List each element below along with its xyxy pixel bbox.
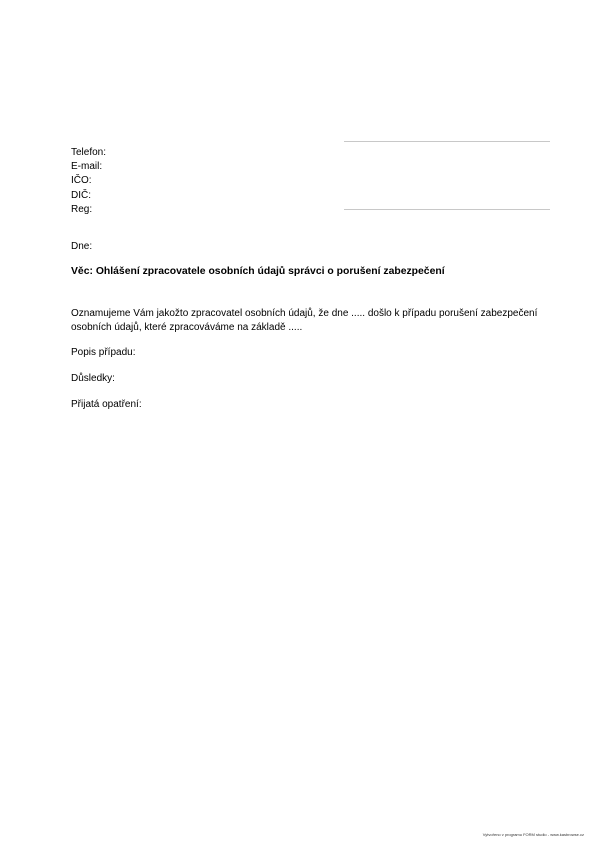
popis-pripadu-label: Popis případu: <box>71 347 136 358</box>
contact-block <box>71 146 106 217</box>
dusledky-label: Důsledky: <box>71 373 115 384</box>
ico-label: IČO: <box>71 175 92 187</box>
reg-label: Reg: <box>71 203 93 215</box>
telefon-label: Telefon: <box>71 147 107 158</box>
address-divider-top <box>344 141 550 142</box>
date-label: Dne: <box>71 241 93 252</box>
dic-label: DIČ: <box>71 189 91 201</box>
prijata-opatreni-label: Přijatá opatření: <box>71 399 142 410</box>
subject-heading: Věc: Ohlášení zpracovatele osobních údajů správci o porušení zabezpečení <box>71 266 445 277</box>
email-label: E-mail: <box>71 161 103 173</box>
address-divider-bottom <box>344 209 550 210</box>
intro-paragraph: Oznamujeme Vám jakožto zpracovatel osobních údajů, že dne ..... došlo k případu porušení zabezpečení osobních údajů, které zpracováváme na základě ..... <box>71 308 538 333</box>
footer-credit: Vytvořeno v programu FORM studio - www.kasbrowse.cz <box>482 832 584 837</box>
